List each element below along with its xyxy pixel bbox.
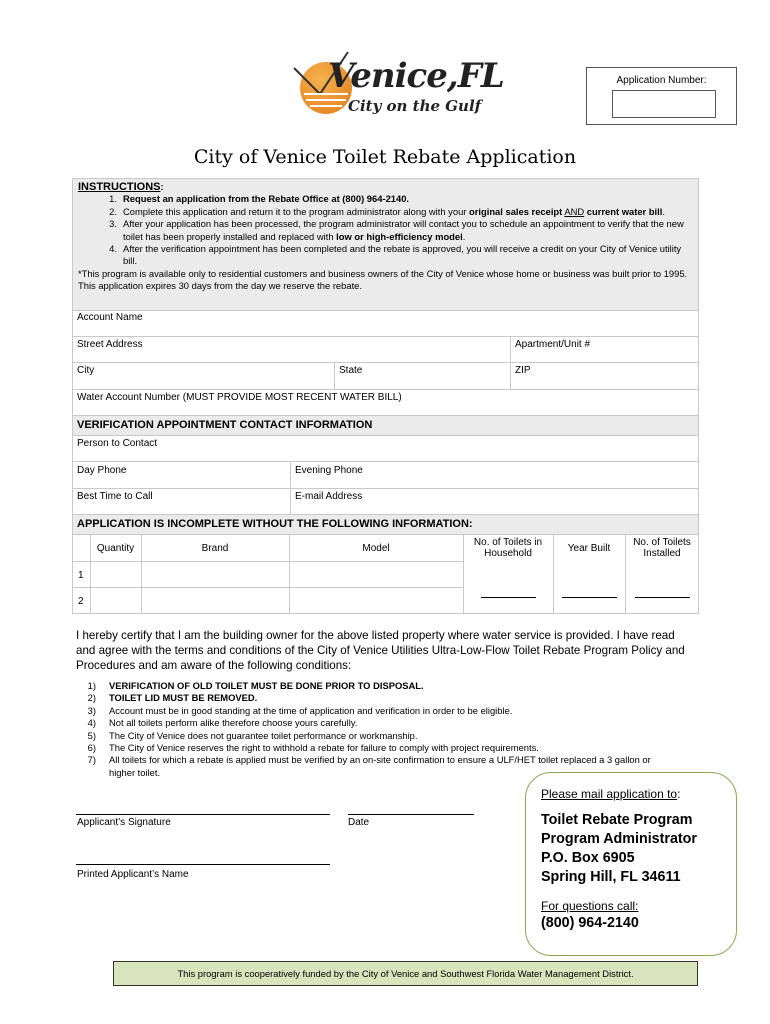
condition-number: 7) [87,754,96,766]
mail-address-line: Spring Hill, FL 34611 [541,869,681,885]
application-number-label: Application Number: [616,75,707,86]
instruction-item [78,193,693,205]
row-number: 2 [78,596,84,607]
instruction-text-part: . [462,230,466,242]
account-name-field[interactable] [73,324,698,336]
instruction-text-part: current water bill [586,205,663,217]
instructions-heading: INSTRUCTIONS [78,181,161,193]
application-number-box [586,67,737,125]
person-contact-label: Person to Contact [77,438,158,449]
city-logo [290,50,504,125]
instruction-text-part: After the verification appointment has been completed and the rebate is approved, you will receive a credit on your City of Venice utility bill. [123,243,682,267]
instruction-number: 1. [109,193,117,205]
col-quantity: Quantity [96,543,135,554]
instruction-item [78,243,693,268]
instruction-text-part: low or high-efficiency model [336,230,463,242]
state-label: State [339,365,363,376]
account-name-label: Account Name [77,312,143,323]
condition-text: The City of Venice reserves the right to withhold a rebate for failure to comply with project requirements. [109,742,539,754]
instruction-text-part: . [662,205,665,217]
date-line[interactable] [348,814,474,815]
email-label: E-mail Address [295,491,363,502]
conditions-list [76,680,676,779]
condition-item [76,742,676,754]
divider [72,435,699,436]
col-model: Model [362,543,390,554]
apartment-label: Apartment/Unit # [515,339,591,350]
model-field[interactable] [290,588,462,613]
condition-item [76,730,676,742]
instructions-list [78,193,693,267]
date-label: Date [348,817,370,828]
brand-field[interactable] [142,562,288,586]
application-number-field[interactable] [612,90,716,118]
day-phone-label: Day Phone [77,465,127,476]
divider [72,389,699,390]
condition-text: VERIFICATION OF OLD TOILET MUST BE DONE PRIOR TO DISPOSAL. [109,680,424,691]
condition-number: 2) [87,692,96,704]
mail-address-line: Toilet Rebate Program [541,812,693,828]
printed-name-line[interactable] [76,864,330,865]
applicant-signature-label: Applicant’s Signature [77,817,171,828]
instructions-section: INSTRUCTIONS: 1. Request an application from the Rebate Office at (800) 964-2140. 2. Complete this application and return it to the program administrator along with your original sales receipt AND current water bill. 3. After your application has been processed, the program administrator will contact you to schedule an appointment to verify that the new toilet has been properly installed and replaced with low or high-efficiency model. 4. After the verification appointment has been completed and the rebate is approved, you will receive a credit on your City of Venice utility bill. *This program is available only to residential customers and business owners of the City of Venice whose home or business was built prior to 1995. This application expires 30 days from the day we reserve the rebate. [73,179,698,310]
instruction-text [123,218,693,243]
questions-phone: (800) 964-2140 [541,915,639,931]
zip-label: ZIP [515,365,531,376]
condition-number: 5) [87,729,96,741]
instruction-text [123,243,693,268]
instruction-number: 3. [109,218,117,230]
divider [334,362,335,389]
condition-item [76,692,676,704]
verification-heading: VERIFICATION APPOINTMENT CONTACT INFORMATION [73,416,698,435]
condition-number: 1) [87,680,96,691]
instruction-number: 2. [109,205,117,217]
instruction-text-part: Complete this application and return it to the program administrator along with your [123,205,470,217]
evening-phone-label: Evening Phone [295,465,363,476]
condition-text: Not all toilets perform alike therefore choose yours carefully. [109,717,358,729]
divider [72,461,699,462]
logo-title: Venice,FL [328,56,504,96]
model-field[interactable] [290,562,462,586]
instruction-text-part: Request an application from the Rebate Office at (800) 964-2140. [123,193,410,205]
quantity-field[interactable] [91,588,140,613]
mail-address-line: Program Administrator [541,831,697,847]
instruction-text [123,206,693,218]
printed-name-label: Printed Applicant’s Name [77,869,189,880]
instruction-text [123,193,693,205]
instruction-item [78,206,693,218]
brand-field[interactable] [142,588,288,613]
condition-text: All toilets for which a rebate is applied must be verified by an on-site confirmation to ensure a ULF/HET toilet replaced a 3 gallon or higher toilet. [109,754,651,778]
certification-text: I hereby certify that I am the building owner for the above listed property where water service is provided. I have read and agree with the terms and conditions of the City of Venice Utilities Ultra-Low-Flow Toilet Rebate Program Policy and Procedures and am aware of the following conditions: [76,629,685,672]
instruction-text-part: AND [564,205,585,217]
col-toilets-installed: No. of Toilets Installed [633,537,691,559]
instruction-item [78,218,693,243]
toilets-household-line[interactable] [481,597,536,598]
toilets-installed-line[interactable] [635,597,690,598]
mail-info-box [525,772,737,956]
instruction-text-part: original sales receipt [469,205,563,217]
divider [72,488,699,489]
col-toilets-household: No. of Toilets in Household [473,537,543,559]
divider [72,362,699,363]
condition-text: Account must be in good standing at the time of application and verification in order to be eligible. [109,704,513,716]
incomplete-heading: APPLICATION IS INCOMPLETE WITHOUT THE FOLLOWING INFORMATION: [73,515,698,534]
instruction-text-part: After your application has been processed, the program administrator will contact you to schedule an appointment to verify that the new toilet has been properly installed and replaced with [123,218,684,242]
year-built-line[interactable] [562,597,617,598]
mail-heading-colon: : [677,787,681,801]
funding-footer: This program is cooperatively funded by the City of Venice and Southwest Florida Water Management District. [113,961,698,986]
instruction-number: 4. [109,243,117,255]
signature-line[interactable] [76,814,330,815]
city-label: City [77,365,95,376]
condition-item [76,705,676,717]
mail-address-line: P.O. Box 6905 [541,850,635,866]
mail-heading-text: Please mail application to [541,787,678,801]
mail-heading [541,787,736,801]
condition-text: The City of Venice does not guarantee toilet performance or workmanship. [109,729,418,741]
condition-number: 3) [87,704,96,716]
divider [463,534,464,614]
row-number: 1 [78,570,84,581]
condition-number: 4) [87,717,96,729]
condition-item [76,680,676,692]
questions-label: For questions call: [541,899,639,913]
street-address-label: Street Address [77,339,143,350]
mail-address [541,811,736,887]
instructions-note: *This program is available only to residential customers and business owners of the City of Venice whose home or business was built prior to 1995. This application expires 30 days from the day we reserve the rebate. [78,267,688,292]
quantity-field[interactable] [91,562,140,586]
divider [72,336,699,337]
divider [625,534,626,614]
best-time-label: Best Time to Call [77,491,153,502]
page-title: City of Venice Toilet Rebate Application [193,146,577,168]
condition-item [76,717,676,729]
col-brand: Brand [201,543,229,554]
logo-subtitle: City on the Gulf [348,97,482,115]
divider [72,310,699,311]
col-year-built: Year Built [567,543,611,554]
divider [72,534,699,535]
condition-text: TOILET LID MUST BE REMOVED. [109,692,258,704]
condition-number: 6) [87,742,96,754]
water-account-label: Water Account Number (MUST PROVIDE MOST RECENT WATER BILL) [77,392,402,403]
